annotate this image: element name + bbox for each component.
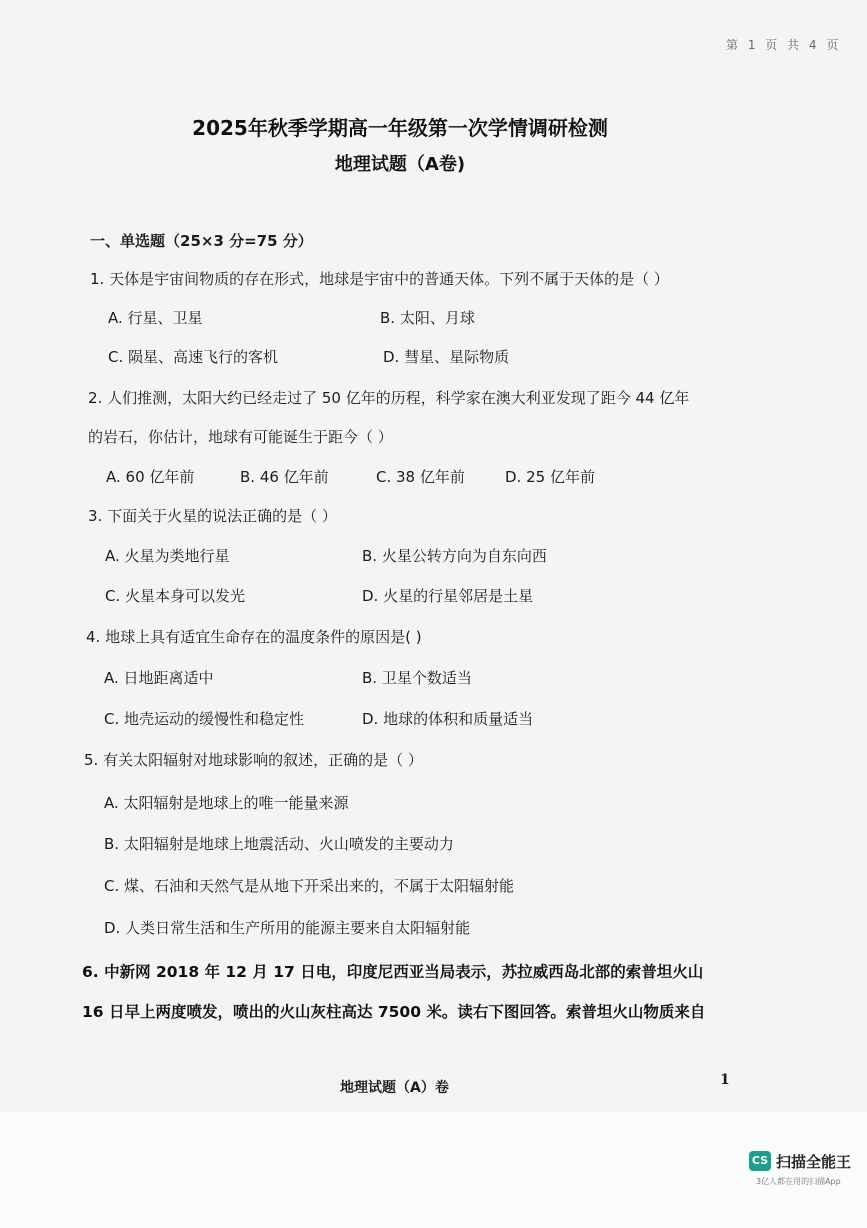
question-5-stem: 5. 有关太阳辐射对地球影响的叙述，正确的是（ ） bbox=[84, 751, 423, 769]
camscanner-logo-icon: CS bbox=[749, 1151, 771, 1171]
question-3-option-a: A. 火星为类地行星 bbox=[105, 547, 230, 565]
question-2-stem-line-2: 的岩石，你估计，地球有可能诞生于距今（ ） bbox=[88, 428, 393, 446]
question-3-option-c: C. 火星本身可以发光 bbox=[105, 587, 246, 605]
question-2-stem-line-1: 2. 人们推测，太阳大约已经走过了 50 亿年的历程，科学家在澳大利亚发现了距今 44 亿年 bbox=[88, 389, 690, 407]
scan-margin bbox=[0, 1112, 867, 1228]
scanner-app-name: 扫描全能王 bbox=[776, 1153, 852, 1171]
question-1-option-b: B. 太阳、月球 bbox=[380, 309, 475, 327]
question-1-option-a: A. 行星、卫星 bbox=[108, 309, 203, 327]
scanner-tagline: 3亿人都在用的扫描App bbox=[756, 1177, 841, 1186]
footer-title: 地理试题（A）卷 bbox=[340, 1080, 449, 1096]
exam-title: 2025年秋季学期高一年级第一次学情调研检测 bbox=[192, 116, 608, 140]
question-6-stem-line-1: 6. 中新网 2018 年 12 月 17 日电，印度尼西亚当局表示，苏拉威西岛北部的索普坦火山 bbox=[82, 963, 704, 981]
question-5-option-b: B. 太阳辐射是地球上地震活动、火山喷发的主要动力 bbox=[104, 835, 454, 853]
question-1-stem: 1. 天体是宇宙间物质的存在形式，地球是宇宙中的普通天体。下列不属于天体的是（ ） bbox=[90, 270, 669, 288]
question-3-stem: 3. 下面关于火星的说法正确的是（ ） bbox=[88, 507, 337, 525]
question-2-option-d: D. 25 亿年前 bbox=[505, 468, 595, 486]
question-2-option-c: C. 38 亿年前 bbox=[376, 468, 465, 486]
question-5-option-a: A. 太阳辐射是地球上的唯一能量来源 bbox=[104, 794, 349, 812]
question-4-stem: 4. 地球上具有适宜生命存在的温度条件的原因是( ) bbox=[86, 628, 422, 646]
question-2-option-a: A. 60 亿年前 bbox=[106, 468, 195, 486]
question-5-option-c: C. 煤、石油和天然气是从地下开采出来的，不属于太阳辐射能 bbox=[104, 877, 515, 895]
question-4-option-b: B. 卫星个数适当 bbox=[362, 669, 472, 687]
exam-subtitle: 地理试题（A卷) bbox=[334, 154, 466, 175]
question-1-option-c: C. 陨星、高速飞行的客机 bbox=[108, 348, 279, 366]
page-counter: 第 1 页 共 4 页 bbox=[726, 38, 842, 52]
question-3-option-b: B. 火星公转方向为自东向西 bbox=[362, 547, 547, 565]
question-4-option-a: A. 日地距离适中 bbox=[104, 669, 214, 687]
question-6-stem-line-2: 16 日早上两度喷发，喷出的火山灰柱高达 7500 米。读右下图回答。索普坦火山物质来自 bbox=[82, 1003, 706, 1021]
section-heading: 一、单选题（25×3 分=75 分） bbox=[90, 232, 313, 250]
question-4-option-d: D. 地球的体积和质量适当 bbox=[362, 710, 534, 728]
question-5-option-d: D. 人类日常生活和生产所用的能源主要来自太阳辐射能 bbox=[104, 919, 471, 937]
question-3-option-d: D. 火星的行星邻居是土星 bbox=[362, 587, 534, 605]
question-2-option-b: B. 46 亿年前 bbox=[240, 468, 329, 486]
page-number: 1 bbox=[720, 1072, 730, 1088]
question-4-option-c: C. 地壳运动的缓慢性和稳定性 bbox=[104, 710, 305, 728]
question-1-option-d: D. 彗星、星际物质 bbox=[383, 348, 510, 366]
